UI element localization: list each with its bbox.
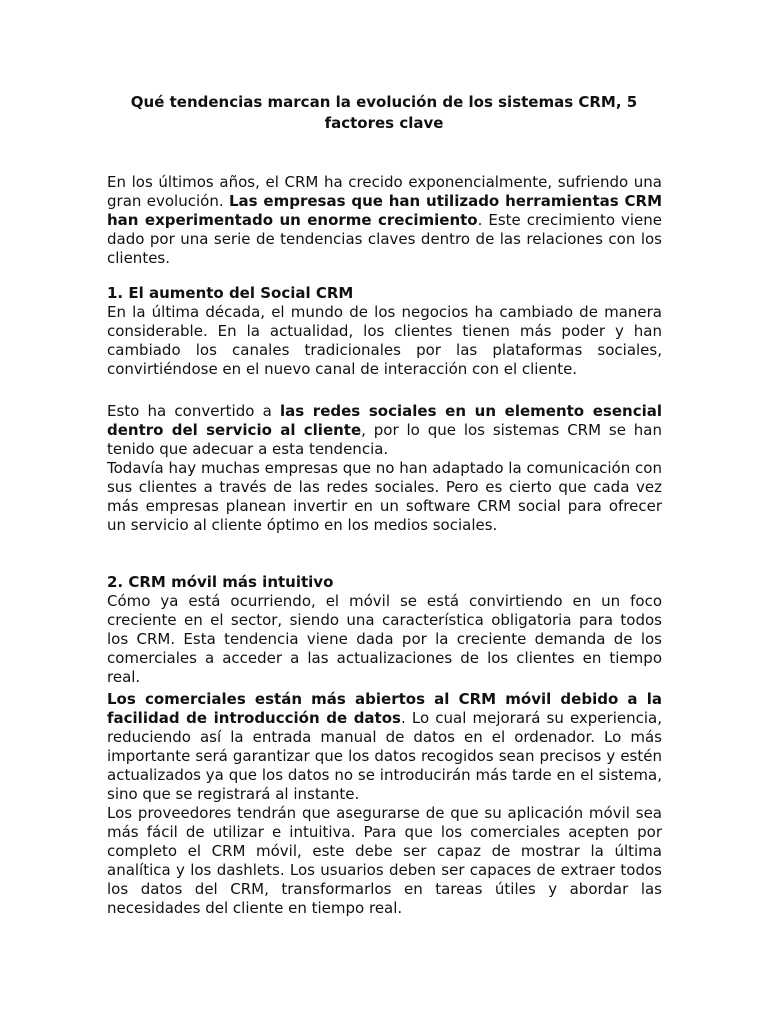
section1-heading: 1. El aumento del Social CRM [107, 284, 354, 302]
section2-block [107, 573, 662, 687]
section2-paragraph-2 [107, 690, 662, 804]
intro-block [107, 173, 662, 268]
section1-block-2 [107, 402, 662, 535]
section2-p2-text: . Lo cual mejorará su experiencia, reduciendo así la entrada manual de datos en el ordenador. Lo más importante será garantizar que los datos recogidos sean precisos y estén actualizados ya que los datos no se introducirán más tarde en el sistema, sino que se registrará al instante. [107, 709, 662, 803]
section1-paragraph-3: Todavía hay muchas empresas que no han adaptado la comunicación con sus clientes a través de las redes sociales. Pero es cierto que cada vez más empresas planean invertir en un software CRM social para ofrecer un servicio al cliente óptimo en los medios sociales. [107, 459, 662, 534]
document-title: Qué tendencias marcan la evolución de los sistemas CRM, 5 factores clave [130, 93, 638, 132]
section2-heading: 2. CRM móvil más intuitivo [107, 573, 334, 591]
section1-paragraph-1: En la última década, el mundo de los negocios ha cambiado de manera considerable. En la actualidad, los clientes tienen más poder y han cambiado los canales tradicionales por las plataformas sociales, convirtiéndose en el nuevo canal de interacción con el cliente. [107, 303, 662, 378]
section1-p2-text-2: , por lo que los sistemas CRM se han tenido que adecuar a esta tendencia. [107, 421, 663, 458]
section1-paragraph-2 [107, 402, 662, 459]
section2-p2-bold-text: Los comerciales están más abiertos al CRM móvil debido a la facilidad de introducción de datos [107, 690, 662, 727]
section2-paragraph-3: Los proveedores tendrán que asegurarse de que su aplicación móvil sea más fácil de utilizar e intuitiva. Para que los comerciales acepten por completo el CRM móvil, este debe ser capaz de mostrar la última analítica y los dashlets. Los usuarios deben ser capaces de extraer todos los datos del CRM, transformarlos en tareas útiles y abordar las necesidades del cliente en tiempo real. [107, 804, 662, 917]
section1-block [107, 284, 662, 379]
intro-text-2: . Este crecimiento viene dado por una serie de tendencias claves dentro de las relaciones con los clientes. [107, 211, 662, 267]
section1-p2-bold-text: las redes sociales en un elemento esencial dentro del servicio al cliente [107, 402, 662, 439]
intro-paragraph [107, 173, 662, 268]
intro-text-1: En los últimos años, el CRM ha crecido exponencialmente, sufriendo una gran evolución. [107, 173, 662, 210]
section2-paragraph-1: Cómo ya está ocurriendo, el móvil se está convirtiendo en un foco creciente en el sector, siendo una característica obligatoria para todos los CRM. Esta tendencia viene dada por la creciente demanda de los comerciales a acceder a las actualizaciones de los clientes en tiempo real. [107, 592, 662, 686]
section1-p2-text-1: Esto ha convertido a [107, 402, 280, 420]
section2-block-2 [107, 690, 662, 918]
intro-bold-text: Las empresas que han utilizado herramientas CRM han experimentado un enorme crecimiento [107, 192, 662, 229]
